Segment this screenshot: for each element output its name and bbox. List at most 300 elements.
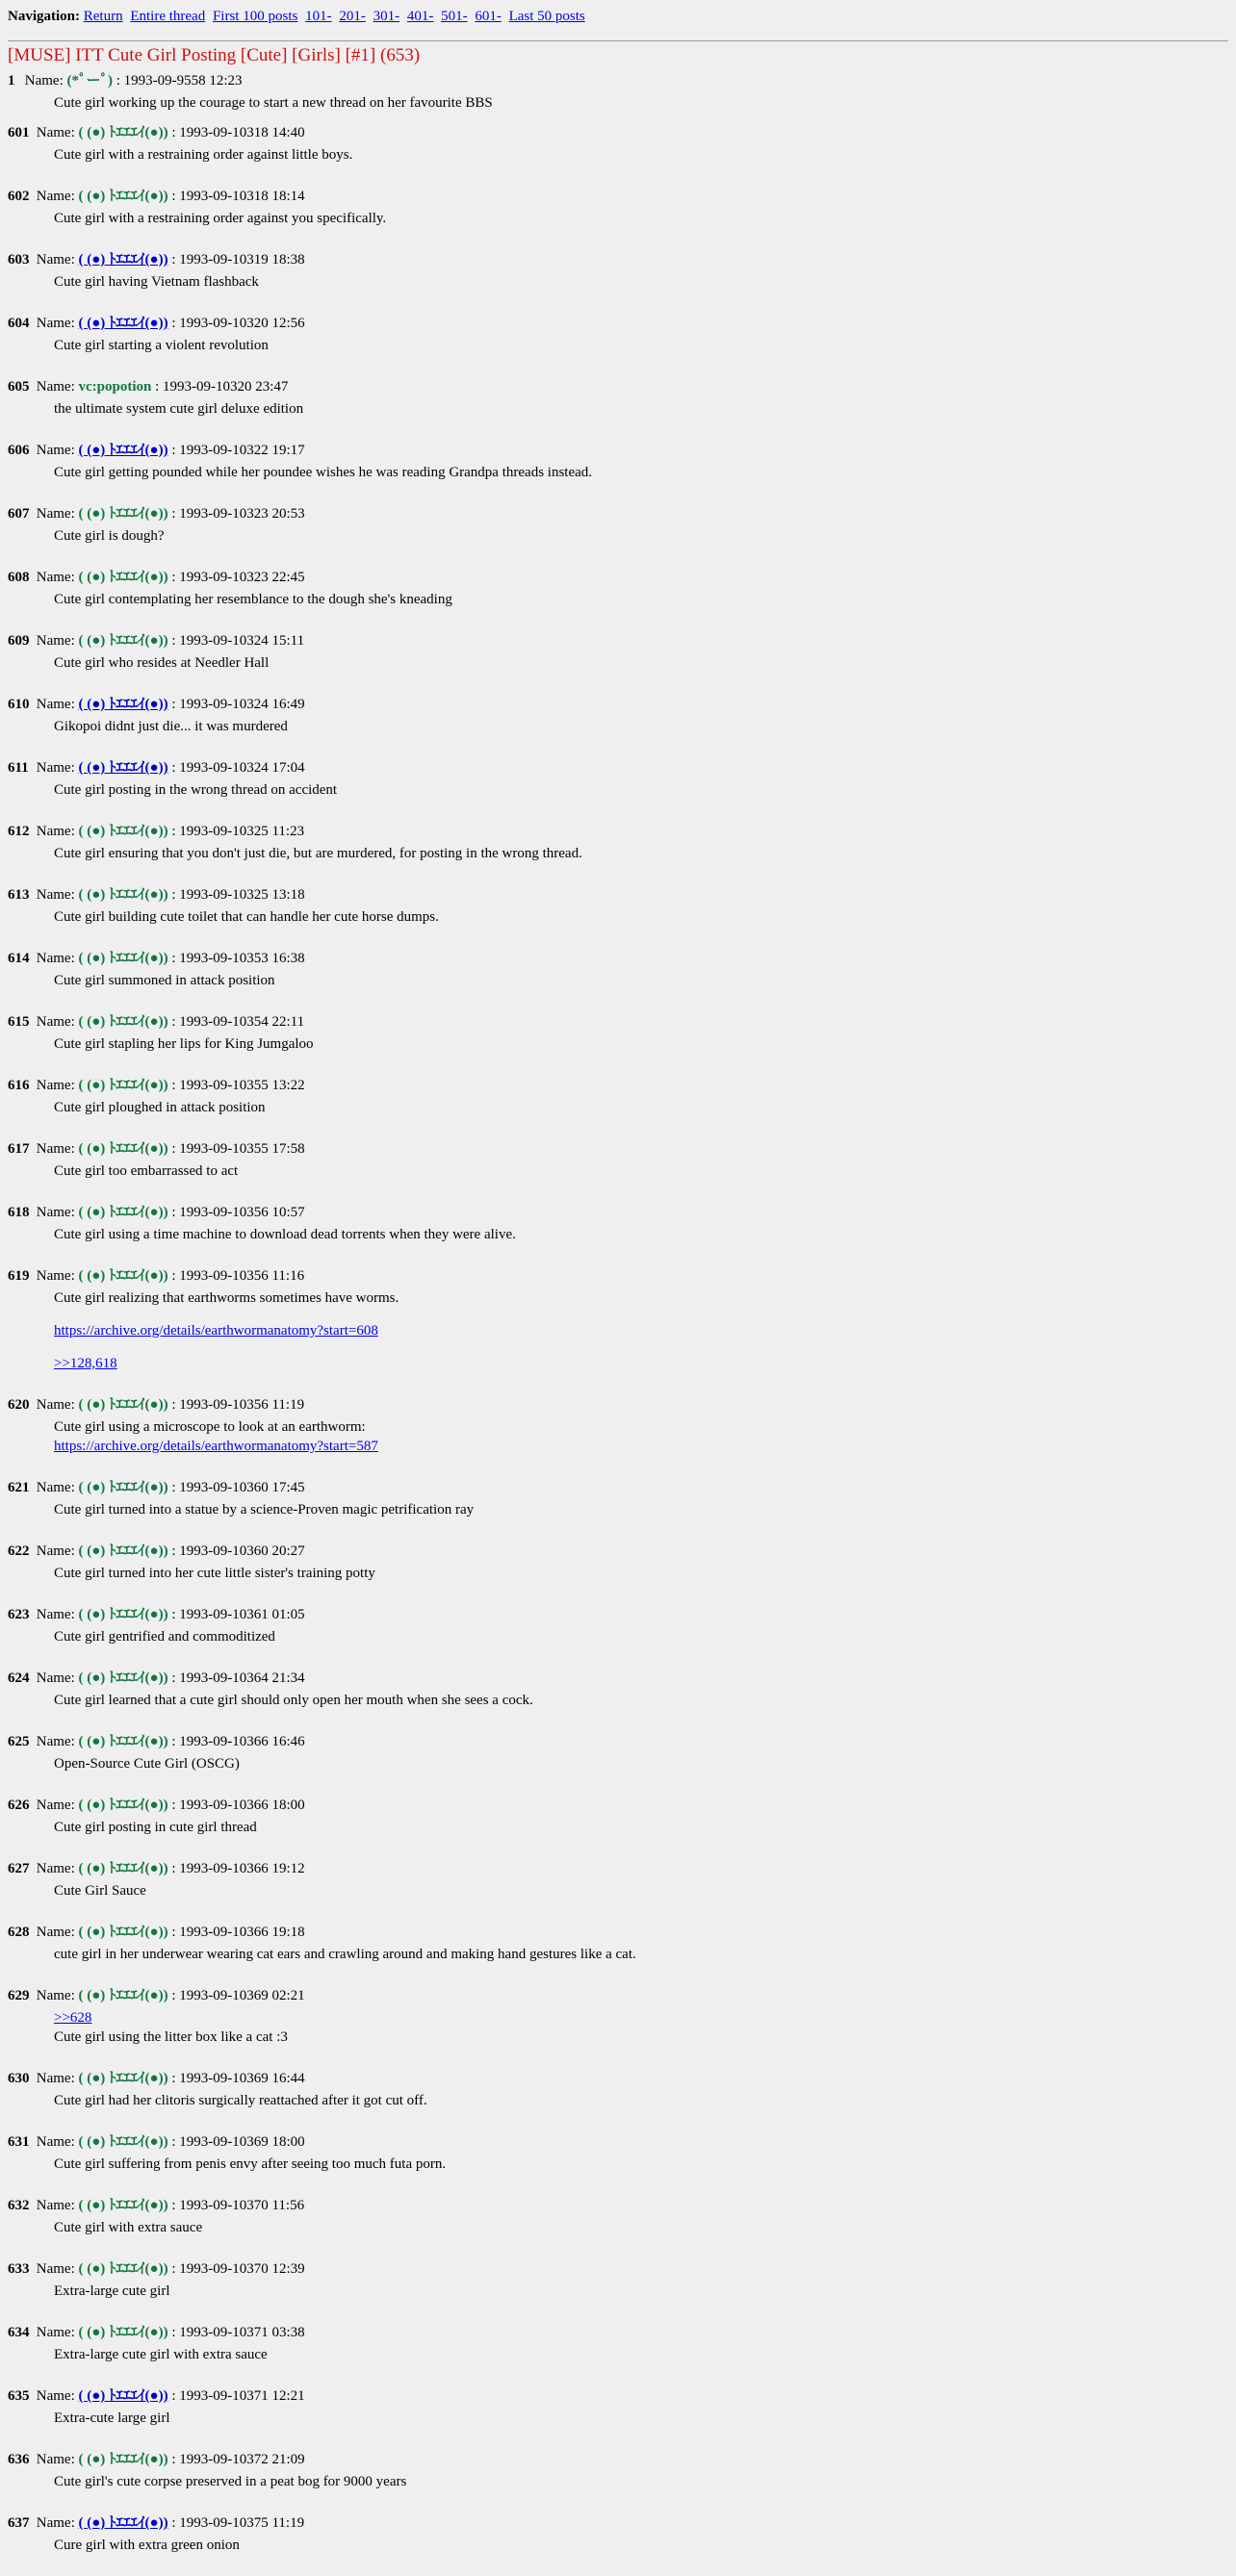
name-label: Name: [36, 2071, 75, 2086]
post-text: Cute Girl Sauce [54, 1883, 146, 1899]
post-header [8, 2449, 1228, 2470]
post-body [54, 1096, 1228, 1138]
post-text: Extra-cute large girl [54, 2410, 170, 2426]
post [8, 1795, 1228, 1858]
post-number: 603 [8, 252, 30, 268]
poster-name: ( (●) ﾄｴｴｴｲ(●)) [78, 1078, 168, 1093]
post-number: 606 [8, 443, 30, 458]
post-header [8, 2195, 1228, 2216]
post [8, 884, 1228, 948]
post-link[interactable]: https://archive.org/details/earthwormanatomy?start=587 [54, 1439, 378, 1454]
post-body [54, 2534, 1228, 2576]
post-text: Cute girl having Vietnam flashback [54, 274, 259, 290]
post [8, 1011, 1228, 1075]
post-number: 626 [8, 1798, 30, 1813]
name-label: Name: [36, 316, 75, 331]
post-header [8, 2131, 1228, 2153]
post-number: 622 [8, 1543, 30, 1559]
post-header [8, 821, 1228, 842]
post-number: 614 [8, 951, 30, 966]
post [8, 249, 1228, 313]
name-label: Name: [36, 2452, 75, 2467]
post [8, 313, 1228, 376]
post-header [8, 2258, 1228, 2280]
post-date: : 1993-09-10355 13:22 [167, 1078, 305, 1093]
post-text: Extra-large cute girl with extra sauce [54, 2347, 268, 2362]
post-number: 630 [8, 2071, 30, 2086]
post-number: 612 [8, 824, 30, 839]
post-number: 620 [8, 1397, 30, 1413]
name-label: Name: [36, 1397, 75, 1413]
post [8, 1985, 1228, 2068]
post [8, 1731, 1228, 1795]
poster-name: ( (●) ﾄｴｴｴｲ(●)) [78, 1671, 168, 1686]
post [8, 630, 1228, 694]
poster-name: ( (●) ﾄｴｴｴｲ(●)) [78, 1861, 168, 1876]
post-number: 636 [8, 2452, 30, 2467]
poster-name[interactable]: ( (●) ﾄｴｴｴｲ(●)) [78, 760, 168, 776]
post-header [8, 757, 1228, 778]
post [8, 2449, 1228, 2512]
post-body [54, 1689, 1228, 1731]
poster-name: ( (●) ﾄｴｴｴｲ(●)) [78, 1014, 168, 1030]
post-date: : 1993-09-10324 16:49 [167, 697, 305, 712]
post-text: Cute girl starting a violent revolution [54, 338, 269, 353]
nav-link-6[interactable]: 401- [406, 9, 434, 24]
post-text: Cute girl posting in cute girl thread [54, 1820, 257, 1835]
name-label: Name: [36, 1798, 75, 1813]
post-text: Cute girl stapling her lips for King Jumgaloo [54, 1036, 314, 1052]
post-header [8, 1265, 1228, 1287]
poster-name: ( (●) ﾄｴｴｴｲ(●)) [78, 2198, 168, 2213]
post-number: 635 [8, 2388, 30, 2404]
post-body [54, 1816, 1228, 1858]
post-date: : 1993-09-10322 19:17 [167, 443, 305, 458]
post-text: Cute girl had her clitoris surgically reattached after it got cut off. [54, 2093, 427, 2108]
poster-name[interactable]: ( (●) ﾄｴｴｴｲ(●)) [78, 443, 168, 458]
post-number: 627 [8, 1861, 30, 1876]
post-body [54, 715, 1228, 757]
post-text: Cute girl with a restraining order against little boys. [54, 147, 353, 163]
poster-name: ( (●) ﾄｴｴｴｲ(●)) [78, 1205, 168, 1220]
post-text: Cute girl getting pounded while her poundee wishes he was reading Grandpa threads instead. [54, 465, 593, 480]
post-date: : 1993-09-10361 01:05 [167, 1607, 305, 1622]
poster-name[interactable]: ( (●) ﾄｴｴｴｲ(●)) [78, 316, 168, 331]
post [8, 2512, 1228, 2576]
name-label: Name: [36, 252, 75, 268]
post-body [54, 2089, 1228, 2131]
post-number: 601 [8, 125, 30, 140]
navigation-links [84, 9, 589, 24]
post-body [54, 905, 1228, 948]
name-label: Name: [36, 1078, 75, 1093]
poster-name: ( (●) ﾄｴｴｴｲ(●)) [78, 2261, 168, 2277]
reply-link[interactable]: >>628 [54, 2010, 92, 2026]
post-body [54, 1498, 1228, 1541]
poster-name: ( (●) ﾄｴｴｴｲ(●)) [78, 1397, 168, 1413]
post-number: 608 [8, 570, 30, 585]
post-text: Cute girl turned into a statue by a science-Proven magic petrification ray [54, 1502, 475, 1518]
name-label: Name: [36, 506, 75, 522]
post-body [54, 270, 1228, 313]
poster-name: ( (●) ﾄｴｴｴｲ(●)) [78, 2325, 168, 2340]
post-header [8, 503, 1228, 524]
post-date: : 1993-09-9558 12:23 [112, 73, 243, 89]
post-header [8, 1668, 1228, 1689]
name-label: Name: [36, 633, 75, 649]
post-header [8, 313, 1228, 334]
post-date: : 1993-09-10324 15:11 [167, 633, 305, 649]
nav-link-5[interactable]: 301- [373, 9, 400, 24]
post-header [8, 2322, 1228, 2343]
post-number: 619 [8, 1268, 30, 1284]
post-text: Cute girl who resides at Needler Hall [54, 655, 270, 671]
post-date: : 1993-09-10371 12:21 [167, 2388, 305, 2404]
post-text: Cute girl learned that a cute girl should only open her mouth when she sees a cock. [54, 1693, 533, 1708]
name-label: Name: [36, 2325, 75, 2340]
nav-link-8[interactable]: 601- [475, 9, 502, 24]
poster-name: vc:popotion [78, 379, 152, 395]
post-header [8, 70, 1228, 91]
post-date: : 1993-09-10320 23:47 [151, 379, 289, 395]
nav-link-1[interactable]: Entire thread [130, 9, 206, 24]
post-list [8, 70, 1228, 2576]
post [8, 503, 1228, 567]
post-date: : 1993-09-10356 11:19 [167, 1397, 305, 1413]
nav-link-7[interactable]: 501- [441, 9, 468, 24]
post-header [8, 694, 1228, 715]
post-body [54, 2216, 1228, 2258]
name-label: Name: [36, 1925, 75, 1940]
post-header [8, 1985, 1228, 2006]
post-date: : 1993-09-10356 11:16 [167, 1268, 305, 1284]
poster-name: ( (●) ﾄｴｴｴｲ(●)) [78, 1798, 168, 1813]
post-body [54, 2153, 1228, 2195]
post-body [54, 2407, 1228, 2449]
post-number: 617 [8, 1141, 30, 1157]
post-body [54, 1943, 1228, 1985]
post-date: : 1993-09-10372 21:09 [167, 2452, 305, 2467]
post-body [54, 2470, 1228, 2512]
post-header [8, 630, 1228, 651]
post-number: 631 [8, 2134, 30, 2150]
name-label: Name: [36, 1480, 75, 1495]
post-number: 611 [8, 760, 29, 776]
post [8, 948, 1228, 1011]
name-label: Name: [36, 697, 75, 712]
post-body [54, 1160, 1228, 1202]
post-number: 613 [8, 887, 30, 903]
post-body [54, 524, 1228, 567]
post-text: Cute girl using the litter box like a cat :3 [54, 2029, 288, 2045]
name-label: Name: [36, 2134, 75, 2150]
post-header [8, 1922, 1228, 1943]
poster-name: ( (●) ﾄｴｴｴｲ(●)) [78, 633, 168, 649]
post-header [8, 948, 1228, 969]
post-number: 607 [8, 506, 30, 522]
post-text: Cute girl's cute corpse preserved in a peat bog for 9000 years [54, 2474, 407, 2489]
post [8, 186, 1228, 249]
post-body [54, 207, 1228, 249]
post [8, 1394, 1228, 1477]
post [8, 2385, 1228, 2449]
post-body [54, 397, 1228, 440]
name-label: Name: [36, 379, 75, 395]
post [8, 2131, 1228, 2195]
post-text: Extra-large cute girl [54, 2283, 170, 2299]
post-header [8, 1011, 1228, 1033]
post-number: 615 [8, 1014, 30, 1030]
post-text: Cute girl summoned in attack position [54, 973, 275, 988]
poster-name: ( (●) ﾄｴｴｴｲ(●)) [78, 1925, 168, 1940]
post-date: : 1993-09-10366 18:00 [167, 1798, 305, 1813]
post-date: : 1993-09-10370 12:39 [167, 2261, 305, 2277]
post-text: Cute girl is dough? [54, 528, 165, 544]
poster-name[interactable]: ( (●) ﾄｴｴｴｲ(●)) [78, 2388, 168, 2404]
post-number: 624 [8, 1671, 30, 1686]
poster-name[interactable]: ( (●) ﾄｴｴｴｲ(●)) [78, 252, 168, 268]
poster-name: ( (●) ﾄｴｴｴｲ(●)) [78, 1141, 168, 1157]
post-date: : 1993-09-10371 03:38 [167, 2325, 305, 2340]
post-date: : 1993-09-10366 19:12 [167, 1861, 305, 1876]
post-date: : 1993-09-10369 02:21 [167, 1988, 305, 2003]
post-link[interactable]: https://archive.org/details/earthwormanatomy?start=608 [54, 1323, 378, 1339]
post-header [8, 440, 1228, 461]
post-body [54, 1223, 1228, 1265]
post-text: Cute girl too embarrassed to act [54, 1163, 239, 1179]
navigation-bar [8, 6, 1228, 27]
post-date: : 1993-09-10318 14:40 [167, 125, 305, 140]
poster-name: ( (●) ﾄｴｴｴｲ(●)) [78, 1607, 168, 1622]
post-header [8, 1604, 1228, 1625]
post [8, 1265, 1228, 1394]
post [8, 2258, 1228, 2322]
name-label: Name: [36, 1988, 75, 2003]
poster-name: ( (●) ﾄｴｴｴｲ(●)) [78, 2071, 168, 2086]
post-header [8, 249, 1228, 270]
nav-link-4[interactable]: 201- [339, 9, 366, 24]
post-body [54, 1752, 1228, 1795]
name-label: Name: [36, 2198, 75, 2213]
post-text: Cute girl contemplating her resemblance to the dough she's kneading [54, 592, 452, 607]
nav-link-9[interactable]: Last 50 posts [508, 9, 585, 24]
post [8, 376, 1228, 440]
post-body [54, 2006, 1228, 2068]
name-label: Name: [36, 1141, 75, 1157]
nav-link-0[interactable]: Return [83, 9, 123, 24]
poster-name: ( (●) ﾄｴｴｴｲ(●)) [78, 1543, 168, 1559]
post-body [54, 1879, 1228, 1922]
name-label: Name: [36, 760, 75, 776]
post-body [54, 588, 1228, 630]
post-body [54, 2280, 1228, 2322]
name-label: Name: [36, 2261, 75, 2277]
post-date: : 1993-09-10364 21:34 [167, 1671, 305, 1686]
post-date: : 1993-09-10366 19:18 [167, 1925, 305, 1940]
post [8, 2195, 1228, 2258]
post-date: : 1993-09-10353 16:38 [167, 951, 305, 966]
poster-name[interactable]: ( (●) ﾄｴｴｴｲ(●)) [78, 2515, 168, 2531]
post-date: : 1993-09-10319 18:38 [167, 252, 305, 268]
post-header [8, 376, 1228, 397]
post [8, 1138, 1228, 1202]
post-header [8, 2068, 1228, 2089]
post-number: 1 [8, 73, 15, 89]
post-text: Cute girl with a restraining order against you specifically. [54, 211, 387, 226]
post-body [54, 1416, 1228, 1477]
divider [8, 40, 1228, 41]
post-body [54, 778, 1228, 821]
post-body [54, 1562, 1228, 1604]
navigation-label: Navigation: [8, 9, 80, 24]
post [8, 1668, 1228, 1731]
poster-name: ( (●) ﾄｴｴｴｲ(●)) [78, 2134, 168, 2150]
post-header [8, 1394, 1228, 1416]
post-body [54, 461, 1228, 503]
name-label: Name: [36, 189, 75, 204]
post-number: 623 [8, 1607, 30, 1622]
poster-name[interactable]: ( (●) ﾄｴｴｴｲ(●)) [78, 697, 168, 712]
post-date: : 1993-09-10323 20:53 [167, 506, 305, 522]
post-date: : 1993-09-10375 11:19 [167, 2515, 305, 2531]
name-label: Name: [36, 1861, 75, 1876]
name-label: Name: [36, 125, 75, 140]
post-number: 618 [8, 1205, 30, 1220]
post-number: 634 [8, 2325, 30, 2340]
post-text: the ultimate system cute girl deluxe edition [54, 401, 304, 417]
post-text: Gikopoi didnt just die... it was murdered [54, 719, 288, 734]
post-text: Cute girl realizing that earthworms sometimes have worms. [54, 1290, 399, 1306]
post-text: Cute girl posting in the wrong thread on accident [54, 782, 338, 798]
nav-link-2[interactable]: First 100 posts [212, 9, 298, 24]
post-number: 628 [8, 1925, 30, 1940]
post-number: 610 [8, 697, 30, 712]
poster-name: ( (●) ﾄｴｴｴｲ(●)) [78, 951, 168, 966]
poster-name: ( (●) ﾄｴｴｴｲ(●)) [78, 1734, 168, 1749]
poster-name: ( (●) ﾄｴｴｴｲ(●)) [78, 1988, 168, 2003]
post-text: Cute girl gentrified and commoditized [54, 1629, 275, 1645]
name-label: Name: [36, 951, 75, 966]
name-label: Name: [36, 2388, 75, 2404]
post-body [54, 842, 1228, 884]
post [8, 1541, 1228, 1604]
name-label: Name: [36, 887, 75, 903]
post-header [8, 1795, 1228, 1816]
poster-name: ( (●) ﾄｴｴｴｲ(●)) [78, 506, 168, 522]
post [8, 70, 1228, 122]
poster-name: ( (●) ﾄｴｴｴｲ(●)) [78, 824, 168, 839]
post [8, 1922, 1228, 1985]
post-number: 621 [8, 1480, 30, 1495]
reply-link[interactable]: >>128,618 [54, 1356, 117, 1371]
post [8, 2068, 1228, 2131]
post-number: 632 [8, 2198, 30, 2213]
post-date: : 1993-09-10369 16:44 [167, 2071, 305, 2086]
post-text: Cure girl with extra green onion [54, 2538, 240, 2553]
post [8, 1202, 1228, 1265]
post-header [8, 1731, 1228, 1752]
post [8, 1604, 1228, 1668]
name-label: Name: [36, 1734, 75, 1749]
post [8, 440, 1228, 503]
post-date: : 1993-09-10360 20:27 [167, 1543, 305, 1559]
post-header [8, 1138, 1228, 1160]
post-text: Cute girl turned into her cute little sister's training potty [54, 1566, 375, 1581]
name-label: Name: [36, 824, 75, 839]
post-text: Cute girl suffering from penis envy after seeing too much futa porn. [54, 2156, 447, 2172]
post-date: : 1993-09-10360 17:45 [167, 1480, 305, 1495]
post-date: : 1993-09-10325 11:23 [167, 824, 305, 839]
post [8, 694, 1228, 757]
post-header [8, 567, 1228, 588]
post [8, 821, 1228, 884]
post [8, 1477, 1228, 1541]
post-text: cute girl in her underwear wearing cat ears and crawling around and making hand gestures like a cat. [54, 1947, 636, 1962]
post-date: : 1993-09-10325 13:18 [167, 887, 305, 903]
post-body [54, 1625, 1228, 1668]
post-date: : 1993-09-10324 17:04 [167, 760, 305, 776]
post-body [54, 334, 1228, 376]
name-label: Name: [36, 570, 75, 585]
post-header [8, 1477, 1228, 1498]
post-body [54, 91, 1228, 122]
name-label: Name: [36, 1205, 75, 1220]
post-date: : 1993-09-10370 11:56 [167, 2198, 305, 2213]
post-header [8, 1858, 1228, 1879]
post-header [8, 1541, 1228, 1562]
post-number: 625 [8, 1734, 30, 1749]
post-text: Cute girl with extra sauce [54, 2220, 203, 2235]
post-number: 629 [8, 1988, 30, 2003]
post-date: : 1993-09-10355 17:58 [167, 1141, 305, 1157]
post-text: Cute girl using a time machine to download dead torrents when they were alive. [54, 1227, 516, 1242]
poster-name: ( (●) ﾄｴｴｴｲ(●)) [78, 1268, 168, 1284]
post-date: : 1993-09-10356 10:57 [167, 1205, 305, 1220]
post-header [8, 1202, 1228, 1223]
poster-name: ( (●) ﾄｴｴｴｲ(●)) [78, 570, 168, 585]
post [8, 122, 1228, 186]
name-label: Name: [36, 1014, 75, 1030]
name-label: Name: [36, 443, 75, 458]
post [8, 1858, 1228, 1922]
post-text: Cute girl building cute toilet that can handle her cute horse dumps. [54, 909, 439, 925]
post-header [8, 2512, 1228, 2534]
thread-title: [MUSE] ITT Cute Girl Posting [Cute] [Girls] [#1] (653) [8, 45, 421, 65]
post-header [8, 186, 1228, 207]
poster-name: (*ﾟーﾟ) [66, 73, 113, 89]
post-body [54, 1287, 1228, 1394]
poster-name: ( (●) ﾄｴｴｴｲ(●)) [78, 189, 168, 204]
name-label: Name: [36, 1268, 75, 1284]
post-text: Cute girl working up the courage to start a new thread on her favourite BBS [54, 95, 493, 111]
post-number: 605 [8, 379, 30, 395]
post-body [54, 143, 1228, 186]
post-body [54, 2343, 1228, 2385]
post-header [8, 884, 1228, 905]
post [8, 2322, 1228, 2385]
post-header [8, 2385, 1228, 2407]
name-label: Name: [36, 2515, 75, 2531]
post-body [54, 651, 1228, 694]
post-number: 637 [8, 2515, 30, 2531]
name-label: Name: [36, 1543, 75, 1559]
post-text: Open-Source Cute Girl (OSCG) [54, 1756, 240, 1772]
post-body [54, 1033, 1228, 1075]
post-number: 633 [8, 2261, 30, 2277]
post-text: Cute girl ploughed in attack position [54, 1100, 266, 1115]
post-number: 616 [8, 1078, 30, 1093]
nav-link-3[interactable]: 101- [305, 9, 332, 24]
